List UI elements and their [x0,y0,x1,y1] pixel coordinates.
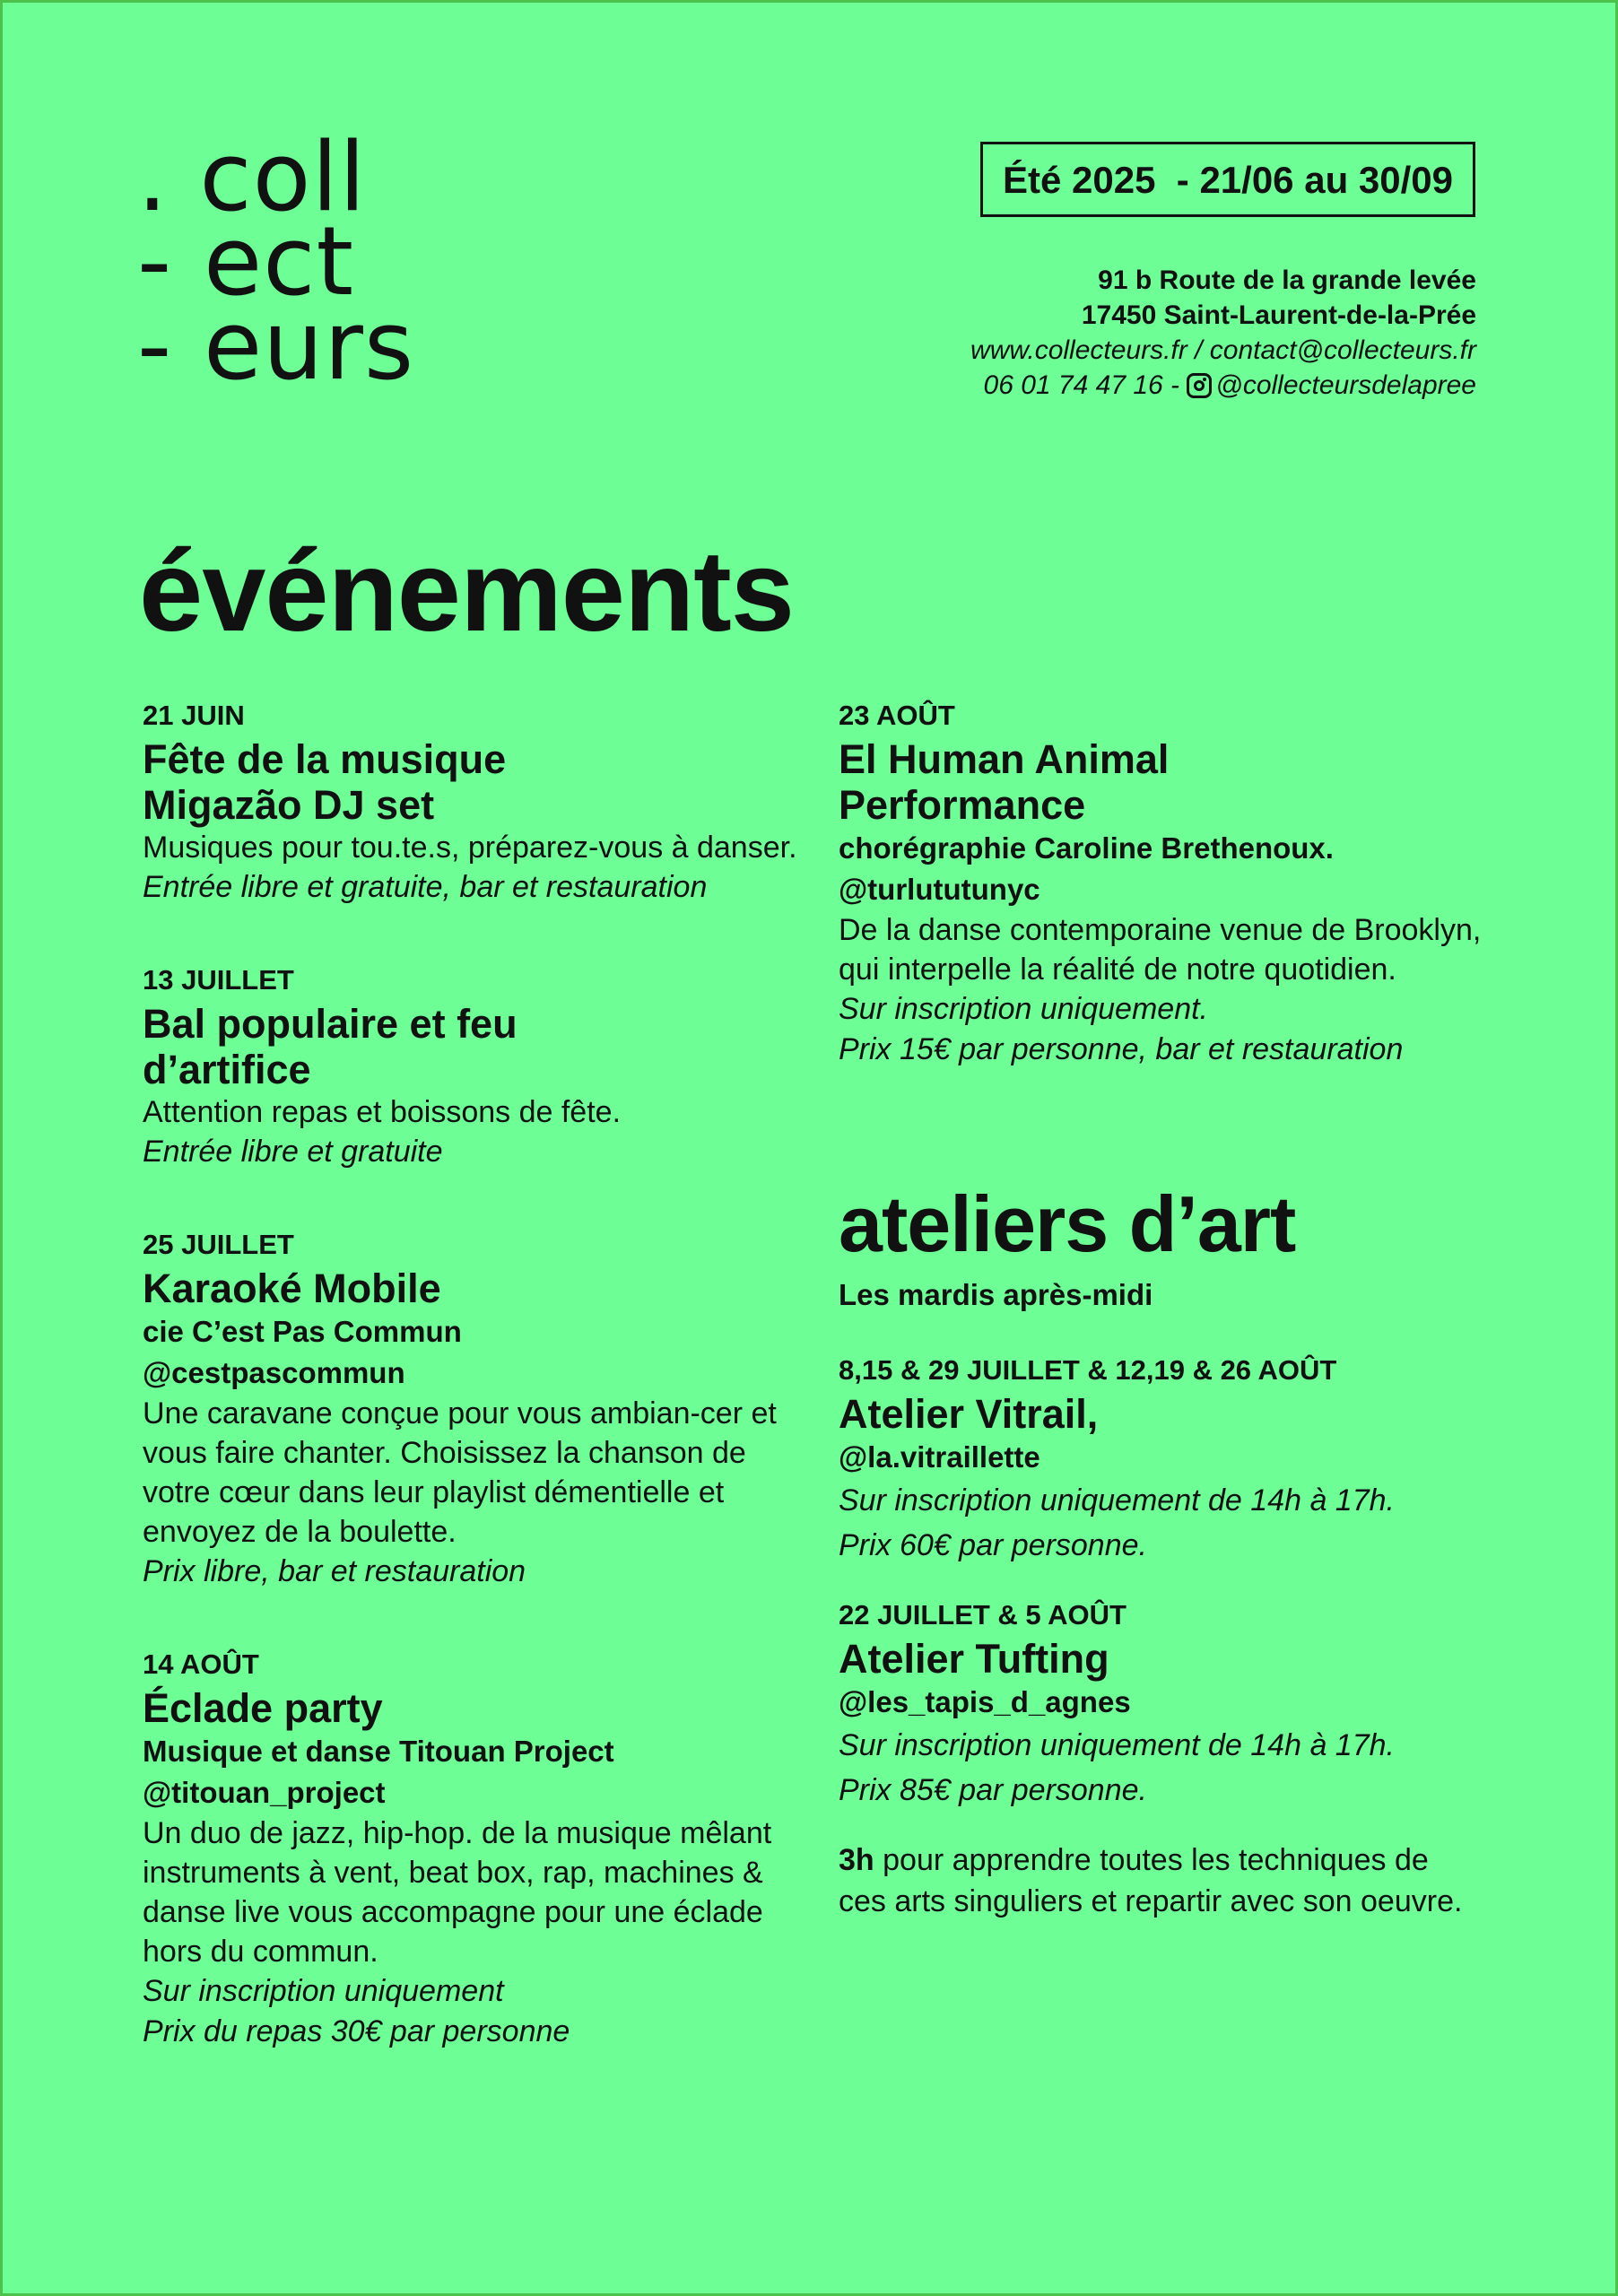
logo-line-3: - eurs [137,291,415,401]
events-heading: événements [139,527,794,656]
ateliers-subtitle: Les mardis après-midi [839,1278,1153,1311]
workshop-dates: 22 JUILLET & 5 AOÛT [839,1599,1127,1631]
outro-text: pour apprendre toutes les techniques de ces arts singuliers et repartir avec son oeuvre. [839,1843,1463,1918]
event-note: Prix libre, bar et restauration [143,1554,526,1588]
events-left-column [143,695,806,2104]
address-street: 91 b Route de la grande levée [1098,265,1476,295]
event-title-line-2: Migazão DJ set [143,782,435,828]
event-title: Éclade party [143,1685,383,1731]
address-city: 17450 Saint-Laurent-de-la-Prée [1081,300,1476,330]
instagram-icon [1187,373,1212,398]
event-bal-populaire [143,960,806,1172]
event-karaoke [143,1224,806,1592]
website-email[interactable]: www.collecteurs.fr / contact@collecteurs.fr [970,335,1476,365]
phone-instagram-line [970,368,1476,403]
event-note-price: Prix du repas 30€ par personne [143,2014,570,2048]
event-date: 13 JUILLET [143,964,294,996]
event-company: cie C’est Pas Commun [143,1315,462,1348]
phone-number[interactable]: 06 01 74 47 16 - [983,370,1187,400]
event-handle[interactable]: @titouan_project [143,1776,386,1809]
ateliers-outro [839,1839,1484,1922]
workshop-price: Prix 60€ par personne. [839,1528,1147,1562]
workshop-handle[interactable]: @les_tapis_d_agnes [839,1685,1131,1718]
logo-line-2: - ect [137,206,354,317]
event-handle[interactable]: @turlututunyc [839,873,1040,906]
event-date: 23 AOÛT [839,700,955,731]
event-date: 21 JUIN [143,700,245,731]
event-title: Fête de la musique [143,736,507,782]
event-note: Sur inscription uniquement. [839,992,1209,1026]
event-date: 14 AOÛT [143,1648,259,1680]
events-right-column [839,695,1484,1922]
event-handle[interactable]: @cestpascommun [143,1356,405,1389]
contact-block [970,263,1476,403]
event-company: chorégraphie Caroline Brethenoux. [839,831,1334,865]
workshop-title: Atelier Vitrail, [839,1391,1099,1437]
season-badge: Été 2025 - 21/06 au 30/09 [980,142,1475,217]
workshop-note: Sur inscription uniquement de 14h à 17h. [839,1483,1395,1518]
event-note: Entrée libre et gratuite, bar et restauration [143,870,708,904]
ateliers-heading: ateliers d’art [839,1179,1296,1268]
event-title: El Human Animal Performance [839,736,1170,828]
logo-line-1: . coll [137,122,367,232]
event-description: Attention repas et boissons de fête. [143,1095,622,1129]
event-eclade-party [143,1644,806,2052]
workshop-title: Atelier Tufting [839,1636,1109,1682]
outro-duration: 3h [839,1843,874,1877]
event-description: Musiques pour tou.te.s, préparez-vous à danser. [143,831,797,865]
workshop-price: Prix 85€ par personne. [839,1773,1147,1807]
event-fete-musique [143,695,806,908]
event-company: Musique et danse Titouan Project [143,1735,614,1768]
event-title: Bal populaire et feu d’artifice [143,1001,518,1092]
event-note-price: Prix 15€ par personne, bar et restauration [839,1032,1404,1066]
event-description: De la danse contemporaine venue de Brooklyn, qui interpelle la réalité de notre quotidien. [839,913,1482,987]
event-title: Karaoké Mobile [143,1265,441,1311]
workshop-dates: 8,15 & 29 JUILLET & 12,19 & 26 AOÛT [839,1354,1337,1386]
workshop-tufting [839,1595,1484,1813]
event-description: Un duo de jazz, hip-hop. de la musique mêlant instruments à vent, beat box, rap, machines & danse live vous accompagne pour une éclade hors du commun. [143,1816,772,1969]
workshop-vitrail [839,1350,1484,1568]
workshop-handle[interactable]: @la.vitraillette [839,1440,1040,1474]
event-date: 25 JUILLET [143,1229,294,1260]
event-note: Sur inscription uniquement [143,1974,504,2008]
collecteurs-logo [137,122,415,401]
event-description: Une caravane conçue pour vous ambian-cer et vous faire chanter. Choisissez la chanson de votre cœur dans leur playlist démentielle et envoyez de la boulette. [143,1396,777,1549]
event-note: Entrée libre et gratuite [143,1135,443,1169]
workshop-note: Sur inscription uniquement de 14h à 17h. [839,1728,1395,1762]
event-human-animal [839,695,1484,1070]
instagram-handle[interactable]: @collecteursdelapree [1215,370,1476,400]
